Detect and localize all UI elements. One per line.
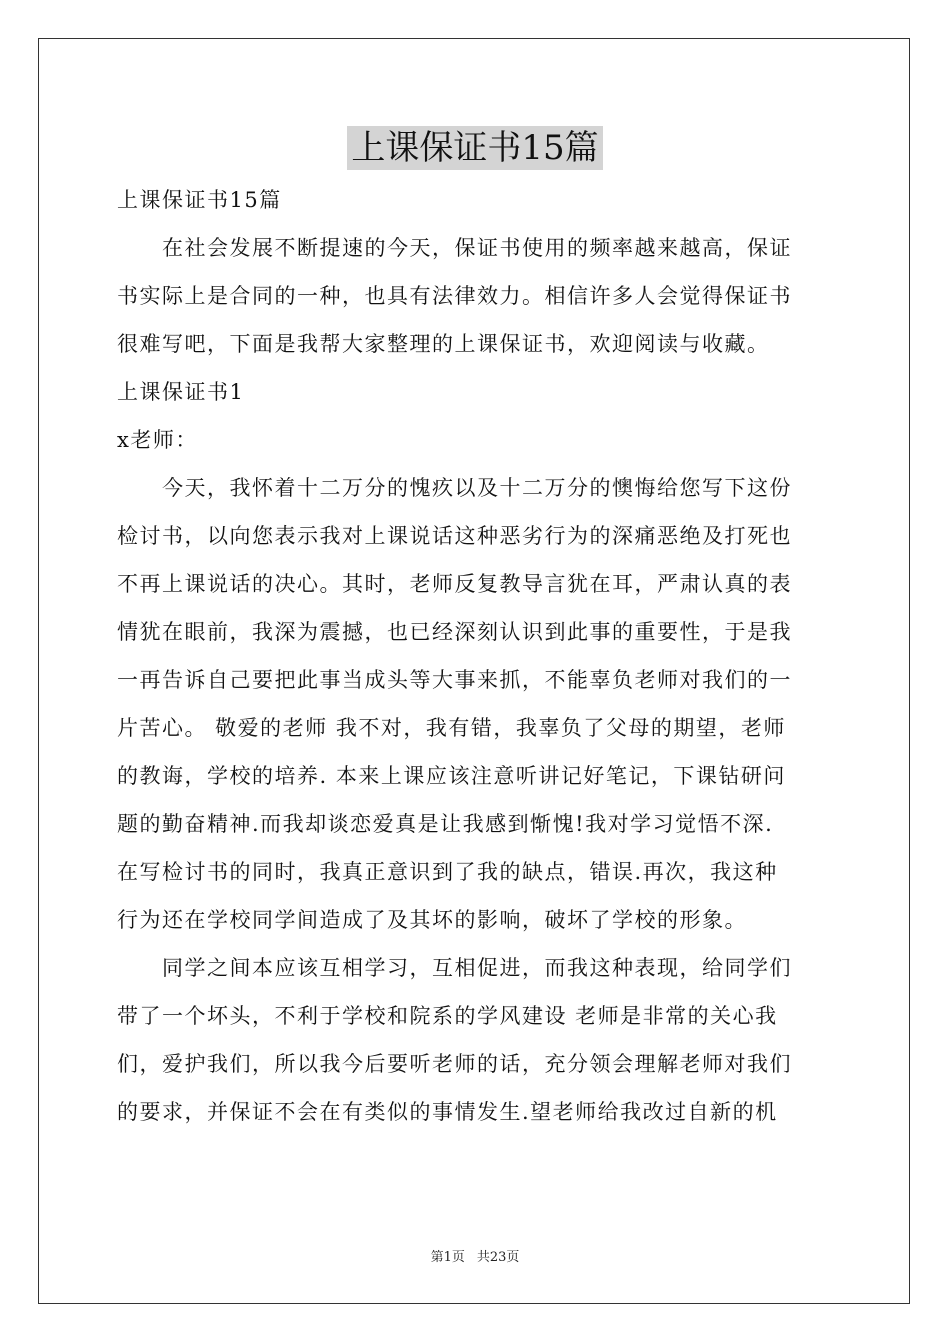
text-line: 不再上课说话的决心。其时，老师反复教导言犹在耳，严肃认真的表 xyxy=(117,572,792,596)
text-line: 上课保证书1 xyxy=(117,380,245,404)
text-line: 检讨书，以向您表示我对上课说话这种恶劣行为的深痛恶绝及打死也 xyxy=(117,524,792,548)
text-line: 的要求，并保证不会在有类似的事情发生.望老师给我改过自新的机 xyxy=(117,1100,778,1124)
text-line: 们，爱护我们，所以我今后要听老师的话，充分领会理解老师对我们 xyxy=(117,1052,792,1076)
title-wrap xyxy=(0,126,950,170)
text-line: 情犹在眼前，我深为震撼，也已经深刻认识到此事的重要性，于是我 xyxy=(117,620,792,644)
document-title: 上课保证书15篇 xyxy=(347,126,602,170)
text-line: 片苦心。 敬爱的老师 我不对，我有错，我辜负了父母的期望，老师 xyxy=(117,716,786,740)
page-number: 第1页 xyxy=(430,1250,465,1265)
text-line: 上课保证书15篇 xyxy=(117,188,282,212)
text-line: x老师： xyxy=(117,428,198,452)
text-line: 在社会发展不断提速的今天，保证书使用的频率越来越高，保证 xyxy=(117,236,792,260)
text-line: 书实际上是合同的一种，也具有法律效力。相信许多人会觉得保证书 xyxy=(117,284,792,308)
page-footer xyxy=(0,1246,950,1265)
text-line: 题的勤奋精神.而我却谈恋爱真是让我感到惭愧!我对学习觉悟不深. xyxy=(117,812,774,836)
text-line: 同学之间本应该互相学习，互相促进，而我这种表现，给同学们 xyxy=(117,956,792,980)
text-line: 带了一个坏头，不利于学校和院系的学风建设 老师是非常的关心我 xyxy=(117,1004,778,1028)
text-line: 今天，我怀着十二万分的愧疚以及十二万分的懊悔给您写下这份 xyxy=(117,476,792,500)
text-line: 在写检讨书的同时，我真正意识到了我的缺点，错误.再次，我这种 xyxy=(117,860,778,884)
text-line: 的教诲，学校的培养. 本来上课应该注意听讲记好笔记，下课钻研问 xyxy=(117,764,786,788)
document-body xyxy=(117,176,837,1136)
text-line: 行为还在学校同学间造成了及其坏的影响，破坏了学校的形象。 xyxy=(117,908,747,932)
text-line: 很难写吧，下面是我帮大家整理的上课保证书，欢迎阅读与收藏。 xyxy=(117,332,770,356)
text-line: 一再告诉自己要把此事当成头等大事来抓，不能辜负老师对我们的一 xyxy=(117,668,792,692)
page-total: 共23页 xyxy=(476,1250,520,1265)
